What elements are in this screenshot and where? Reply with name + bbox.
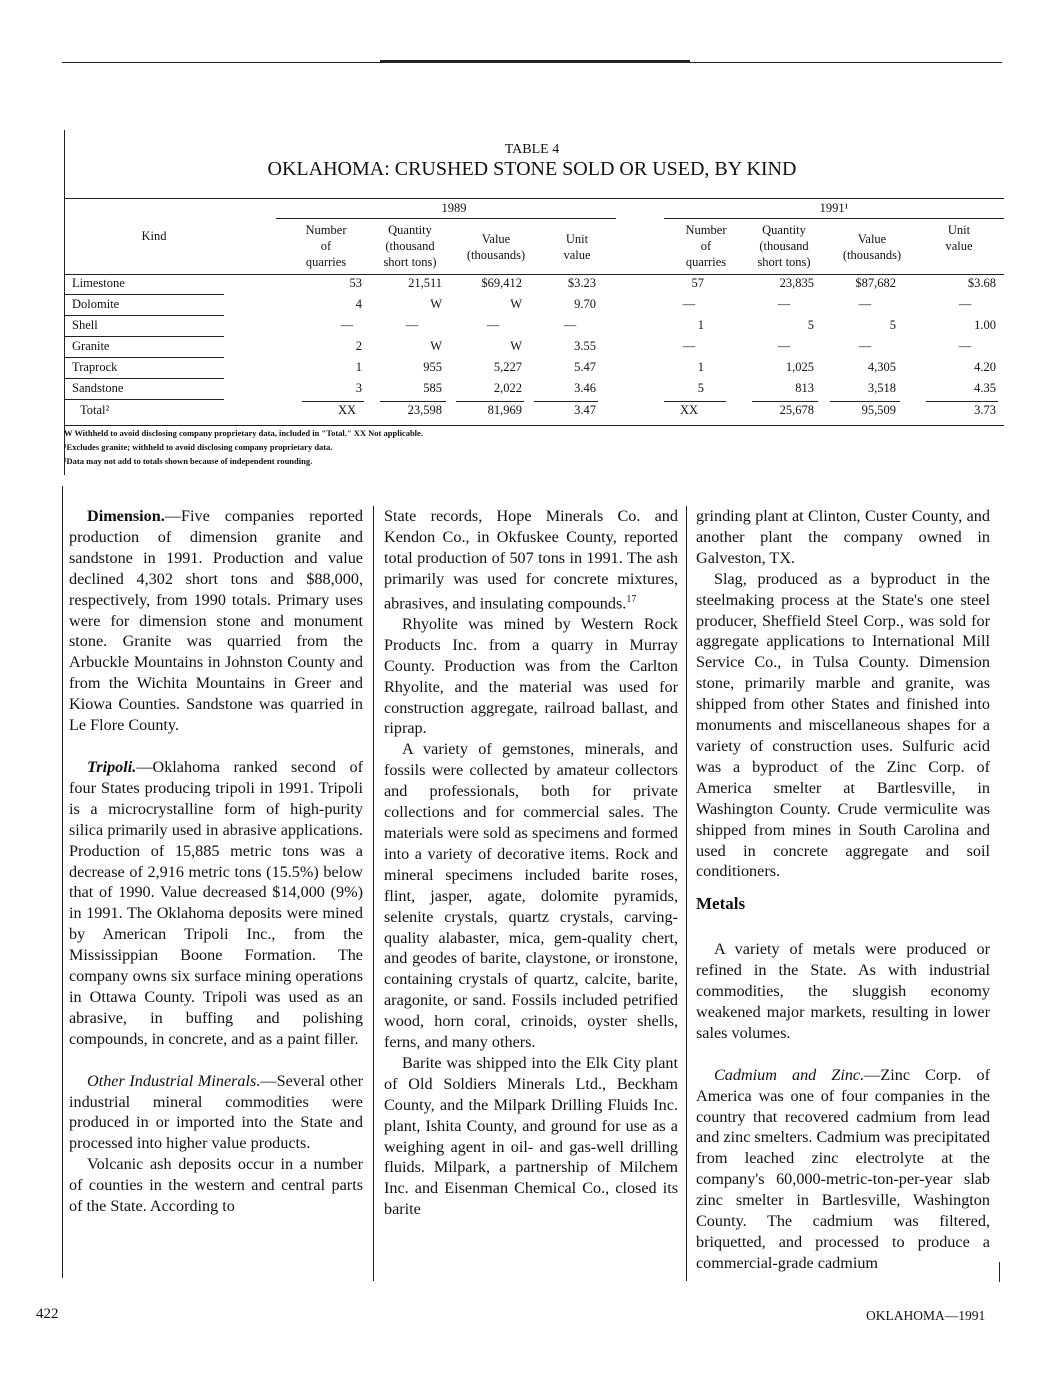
- cell-v89: 5,227: [493, 360, 522, 374]
- column-divider-1: [373, 506, 374, 1281]
- cell-u89: 3.55: [574, 339, 596, 353]
- number-header-89: Number of quarries: [305, 223, 347, 269]
- cell-q89: 955: [423, 360, 442, 374]
- cell-v89: 2,022: [493, 381, 522, 395]
- total-rule: [830, 401, 900, 402]
- cell-u91: 4.20: [974, 360, 996, 374]
- unit-header-89: Unit value: [563, 232, 591, 262]
- cell-u91: —: [958, 339, 972, 353]
- footnote-w: W Withheld to avoid disclosing company proprietary data, included in "Total." XX Not applicable.: [64, 428, 423, 438]
- paragraph-state-records: State records, Hope Minerals Co. and Kendon Co., in Okfuskee County, reported total production of 507 tons in 1991. The ash primarily was used for concrete mixtures, abrasives, and insulating compounds.$^{17}$: [384, 507, 678, 613]
- paragraph-barite: Barite was shipped into the Elk City plant of Old Soldiers Minerals Ltd., Beckham County, and the Milpark Drilling Fluids Inc. plant, Ishita County, and ground for use as a weighing agent in oil- and gas-well drilling fluids. Milpark, a partnership of Milchem Inc. and Eisenman Chemical Co., closed its barite: [384, 1053, 678, 1219]
- cell-u89: 3.47: [574, 403, 596, 417]
- cell-n89: 3: [355, 381, 362, 395]
- footnote-1: ¹Excludes granite; withheld to avoid disclosing company proprietary data.: [64, 442, 333, 452]
- cell-kind: Granite: [72, 339, 110, 353]
- row-rule: [64, 378, 224, 379]
- cell-v89: W: [510, 339, 522, 353]
- cell-u91: $3.68: [967, 276, 996, 290]
- cell-n91: 1: [697, 318, 704, 332]
- table-label: TABLE 4: [504, 142, 560, 157]
- cell-v91: 5: [889, 318, 896, 332]
- rule-1989: [276, 218, 616, 219]
- cell-n91: 57: [691, 276, 704, 290]
- table-row: [64, 360, 1004, 380]
- row-rule: [64, 315, 224, 316]
- running-title: OKLAHOMA—1991: [866, 1308, 986, 1323]
- table-row: [64, 318, 1004, 338]
- row-rule: [64, 399, 224, 400]
- value-header-89: Value (thousands): [466, 232, 526, 262]
- cell-n89: XX: [337, 403, 357, 417]
- paragraph-rhyolite: Rhyolite was mined by Western Rock Products Inc. from a quarry in Murray County. Production was from the Carlton Rhyolite, and the material was used for construction aggregate, railroad ballast, and riprap.: [384, 614, 678, 738]
- total-rule: [302, 401, 364, 402]
- row-rule: [64, 294, 224, 295]
- year-1989: 1989: [441, 201, 467, 215]
- paragraph-volcanic-ash: Volcanic ash deposits occur in a number of counties in the western and central parts of the State. According to: [69, 1155, 363, 1216]
- cell-n89: 53: [349, 276, 362, 290]
- paragraph-other-minerals: Other Industrial Minerals.—Several other industrial mineral commodities were produced in or imported into the State and processed into higher value products.: [69, 1071, 363, 1153]
- paragraph-dimension: Dimension.—Five companies reported production of dimension granite and sandstone in 1991. Production and value declined 4,302 short tons and $88,000, respectively, from 1990 totals. Primary uses were for dimension stone and monument stone. Granite was quarried from the Arbuckle Mountains in Johnston County and from the Wichita Mountains in Greer and Kiowa Counties. Sandstone was quarried in Le Flore County.: [69, 507, 363, 735]
- cell-n89: 2: [355, 339, 362, 353]
- column-divider-left: [62, 486, 63, 1278]
- cell-u91: 3.73: [974, 403, 996, 417]
- cell-n91: —: [682, 297, 696, 311]
- column-divider-2: [686, 506, 687, 1281]
- section-heading-metals: Metals: [696, 894, 746, 914]
- total-rule: [664, 401, 726, 402]
- cell-n89: —: [340, 318, 354, 332]
- cell-u91: 1.00: [974, 318, 996, 332]
- table-row: [64, 276, 1004, 296]
- cell-q89: —: [405, 318, 419, 332]
- cell-n91: 1: [697, 360, 704, 374]
- cell-u91: —: [958, 297, 972, 311]
- cell-v89: 81,969: [487, 403, 522, 417]
- cell-n89: 4: [355, 297, 362, 311]
- cell-v91: 95,509: [861, 403, 896, 417]
- cell-v89: $69,412: [481, 276, 522, 290]
- cell-n89: 1: [355, 360, 362, 374]
- table-row: [64, 403, 1004, 423]
- cell-q89: 23,598: [407, 403, 442, 417]
- row-rule: [64, 336, 224, 337]
- table-row: [64, 381, 1004, 401]
- cell-v89: W: [510, 297, 522, 311]
- quantity-header-91: Quantity (thousand short tons): [757, 223, 811, 269]
- cell-kind: Total²: [80, 403, 110, 417]
- cell-n91: —: [682, 339, 696, 353]
- cell-v91: —: [858, 297, 872, 311]
- cell-q91: 813: [795, 381, 814, 395]
- table-header-rule: [64, 274, 1004, 275]
- table-row: [64, 297, 1004, 317]
- cell-kind: Limestone: [72, 276, 125, 290]
- paragraph-metals: A variety of metals were produced or refined in the State. As with industrial commodities, the sluggish economy weakened major markets, resulting in lower sales volumes.: [696, 940, 990, 1042]
- paragraph-grinding-plant: grinding plant at Clinton, Custer County, and another plant the company owned in Galveston, TX.: [696, 507, 990, 567]
- cell-q89: W: [430, 339, 442, 353]
- total-rule: [926, 401, 998, 402]
- total-rule: [752, 401, 818, 402]
- footnote-2: ²Data may not add to totals shown because of independent rounding.: [64, 456, 313, 466]
- table-bottom-rule: [64, 425, 1004, 426]
- cell-q91: 25,678: [779, 403, 814, 417]
- cell-q91: 23,835: [779, 276, 814, 290]
- total-rule: [456, 401, 524, 402]
- paragraph-cadmium-zinc: Cadmium and Zinc.—Zinc Corp. of America was one of four companies in the country that recovered cadmium from lead and zinc smelters. Cadmium was precipitated from leached zinc electrolyte at the company's 60,000-metric-ton-per-year slab zinc smelter in Bartlesville, Washington County. The cadmium was filtered, briquetted, and processed to produce a commercial-grade cadmium: [696, 1065, 990, 1272]
- cell-v91: —: [858, 339, 872, 353]
- table-title: OKLAHOMA: CRUSHED STONE SOLD OR USED, BY KIND: [267, 158, 797, 180]
- table-row: [64, 339, 1004, 359]
- page-number: 422: [36, 1306, 59, 1322]
- cell-q91: —: [777, 297, 791, 311]
- header-rule-thick: [380, 60, 690, 63]
- year-1991: 1991¹: [819, 201, 849, 215]
- cell-q89: 21,511: [408, 276, 442, 290]
- cell-q89: 585: [423, 381, 442, 395]
- table-top-rule: [64, 198, 1004, 199]
- column-divider-right: [999, 1262, 1000, 1282]
- cell-kind: Sandstone: [72, 381, 124, 395]
- cell-u89: 3.46: [574, 381, 596, 395]
- total-rule: [380, 401, 446, 402]
- text-column-1: [69, 506, 363, 1217]
- cell-v91: $87,682: [855, 276, 896, 290]
- cell-u89: 9.70: [574, 297, 596, 311]
- quantity-header-89: Quantity (thousand short tons): [383, 223, 437, 269]
- cell-kind: Traprock: [72, 360, 118, 374]
- cell-q89: W: [430, 297, 442, 311]
- value-header-91: Value (thousands): [842, 232, 902, 262]
- cell-v91: 3,518: [867, 381, 896, 395]
- cell-n91: 5: [697, 381, 704, 395]
- cell-kind: Shell: [72, 318, 98, 332]
- cell-kind: Dolomite: [72, 297, 120, 311]
- cell-n91: XX: [679, 403, 699, 417]
- kind-header: Kind: [141, 229, 167, 243]
- paragraph-gemstones: A variety of gemstones, minerals, and fossils were collected by amateur collectors and professionals, both for private collections and for commercial sales. The materials were sold as specimens and formed into a variety of decorative items. Rock and mineral specimens included barite roses, flint, jasper, agate, dolomite pyramids, selenite crystals, quartz crystals, carving-quality alabaster, mica, gem-quality chert, and geodes of barite, claystone, or ironstone, containing crystals of quartz, calcite, barite, aragonite, or sand. Fossils included petrified wood, horn coral, crinoids, oyster shells, ferns, and many others.: [384, 740, 678, 1052]
- cell-v89: —: [486, 318, 500, 332]
- paragraph-tripoli: Tripoli.—Oklahoma ranked second of four States producing tripoli in 1991. Tripoli is a microcrystalline form of high-purity silica primarily used in abrasive applications. Production of 15,885 metric tons was a decrease of 2,916 metric tons (15.5%) below that of 1990. Value decreased $14,000 (9%) in 1991. The Oklahoma deposits were mined by American Tripoli Inc., from the Mississippian Boone Formation. The company owns six surface mining operations in Ottawa County. Tripoli was used as an abrasive, in buffing and polishing compounds, in concrete, and as a paint filler.: [69, 757, 363, 1048]
- row-rule: [64, 357, 224, 358]
- text-column-2: [384, 506, 678, 1220]
- rule-1991: [664, 218, 1004, 219]
- paragraph-slag: Slag, produced as a byproduct in the steelmaking process at the State's one steel producer, Sheffield Steel Corp., was sold for aggregate applications to International Mill Service Co., in Tulsa County. Dimension stone, primarily marble and granite, was shipped from other States and finished into monuments and miscellaneous shapes for a variety of construction uses. Sulfuric acid was a byproduct of the Zinc Corp. of America smelter at Bartlesville, in Washington County. Crude vermiculite was shipped from mines in South Carolina and used in concrete aggregate and soil conditioners.: [696, 569, 990, 881]
- cell-v91: 4,305: [867, 360, 896, 374]
- cell-q91: —: [777, 339, 791, 353]
- total-rule: [534, 401, 598, 402]
- cell-q91: 5: [807, 318, 814, 332]
- cell-q91: 1,025: [785, 360, 814, 374]
- cell-u89: $3.23: [567, 276, 596, 290]
- cell-u89: 5.47: [574, 360, 596, 374]
- cell-u89: —: [563, 318, 577, 332]
- text-column-3: [696, 506, 990, 1274]
- cell-u91: 4.35: [974, 381, 996, 395]
- unit-header-91: Unit value: [945, 223, 973, 253]
- number-header-91: Number of quarries: [685, 223, 727, 269]
